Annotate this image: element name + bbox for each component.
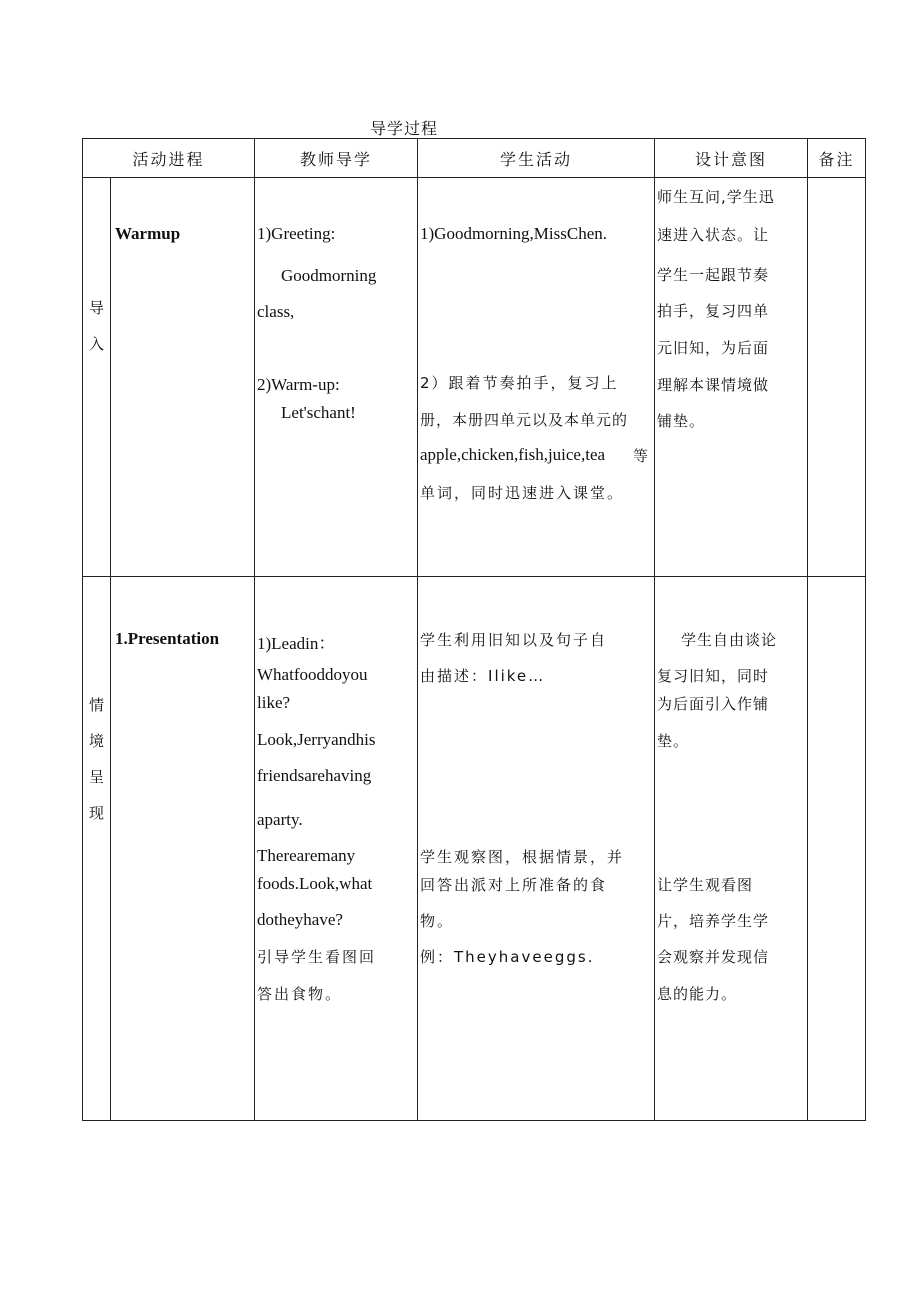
design-line: 学生一起跟节奏 bbox=[657, 266, 770, 284]
teacher-line: friendsarehaving bbox=[257, 766, 372, 785]
teacher-line: Goodmorning bbox=[281, 266, 377, 285]
teacher-line: like? bbox=[257, 693, 291, 712]
student-activity-cell bbox=[418, 178, 655, 577]
design-line: 速进入状态。让 bbox=[657, 226, 770, 244]
teacher-line: Whatfooddoyou bbox=[257, 665, 368, 684]
design-line: 垫。 bbox=[657, 732, 690, 750]
teacher-line: 引导学生看图回 bbox=[257, 948, 377, 966]
activity-name: Warmup bbox=[115, 224, 181, 243]
design-line: 师生互问,学生迅 bbox=[657, 188, 775, 206]
design-line: 会观察并发现信 bbox=[657, 948, 770, 966]
teacher-line: 1)Greeting: bbox=[257, 224, 336, 243]
student-line: 例：Theyhaveeggs. bbox=[420, 948, 595, 966]
student-line: 册，本册四单元以及本单元的 bbox=[420, 411, 629, 429]
teacher-line: 1)Leadin： bbox=[257, 634, 336, 653]
table-row-warmup bbox=[83, 178, 866, 577]
student-activity-cell bbox=[418, 577, 655, 1121]
teacher-line: Therearemany bbox=[257, 846, 356, 865]
stage-char: 呈 bbox=[88, 768, 104, 786]
design-line: 元旧知，为后面 bbox=[657, 339, 770, 357]
teacher-guide-cell bbox=[255, 577, 418, 1121]
header-activity-progress: 活动进程 bbox=[83, 139, 255, 178]
design-line: 复习旧知，同时 bbox=[657, 667, 770, 685]
stage-char: 现 bbox=[88, 804, 104, 822]
design-line: 拍手，复习四单 bbox=[657, 302, 770, 320]
student-line: 1)Goodmorning,MissChen. bbox=[420, 224, 608, 243]
design-line: 息的能力。 bbox=[657, 985, 738, 1003]
stage-char: 入 bbox=[88, 335, 104, 353]
table-row-presentation bbox=[83, 577, 866, 1121]
activity-name-cell bbox=[111, 178, 255, 577]
teacher-line: class, bbox=[257, 302, 295, 321]
stage-label-situation bbox=[83, 577, 111, 1121]
teacher-line: Let'schant! bbox=[281, 403, 356, 422]
student-line: 单词，同时迅速进入课堂。 bbox=[420, 484, 625, 502]
page-title: 导学过程 bbox=[370, 119, 439, 138]
design-line: 为后面引入作铺 bbox=[657, 695, 770, 713]
design-line: 片，培养学生学 bbox=[657, 912, 770, 930]
stage-char: 境 bbox=[88, 732, 104, 750]
teacher-guide-cell bbox=[255, 178, 418, 577]
notes-cell bbox=[808, 577, 866, 1121]
lesson-plan-table bbox=[82, 138, 866, 1121]
header-design-intent: 设计意图 bbox=[655, 139, 808, 178]
teacher-line: dotheyhave? bbox=[257, 910, 343, 929]
design-line: 学生自由谈论 bbox=[681, 631, 778, 649]
student-line: 2）跟着节奏拍手，复习上 bbox=[420, 374, 619, 392]
teacher-line: aparty. bbox=[257, 810, 303, 829]
teacher-line: Look,Jerryandhis bbox=[257, 730, 376, 749]
stage-char: 情 bbox=[88, 696, 104, 714]
student-line: apple,chicken,fish,juice,tea bbox=[420, 445, 606, 464]
design-line: 铺垫。 bbox=[657, 412, 706, 430]
teacher-line: 答出食物。 bbox=[257, 985, 343, 1003]
activity-name-cell bbox=[111, 577, 255, 1121]
design-intent-cell bbox=[655, 178, 808, 577]
header-notes: 备注 bbox=[808, 139, 866, 178]
header-student-activity: 学生活动 bbox=[418, 139, 655, 178]
stage-char: 导 bbox=[88, 299, 104, 317]
design-intent-cell bbox=[655, 577, 808, 1121]
teacher-line: foods.Look,what bbox=[257, 874, 373, 893]
student-line: 等 bbox=[633, 447, 651, 465]
student-line: 物。 bbox=[420, 912, 455, 930]
student-line: 学生利用旧知以及句子自 bbox=[420, 631, 608, 649]
teacher-line: 2)Warm-up: bbox=[257, 375, 340, 394]
header-row bbox=[83, 139, 866, 178]
student-line: 由描述：Ilike… bbox=[420, 667, 546, 685]
design-line: 让学生观看图 bbox=[657, 876, 754, 894]
student-line: 回答出派对上所准备的食 bbox=[420, 876, 608, 894]
notes-cell bbox=[808, 178, 866, 577]
header-teacher-guide: 教师导学 bbox=[255, 139, 418, 178]
stage-label-lead-in bbox=[83, 178, 111, 577]
student-line: 学生观察图，根据情景，并 bbox=[420, 848, 625, 866]
design-line: 理解本课情境做 bbox=[657, 376, 770, 394]
activity-name: 1.Presentation bbox=[115, 629, 220, 648]
